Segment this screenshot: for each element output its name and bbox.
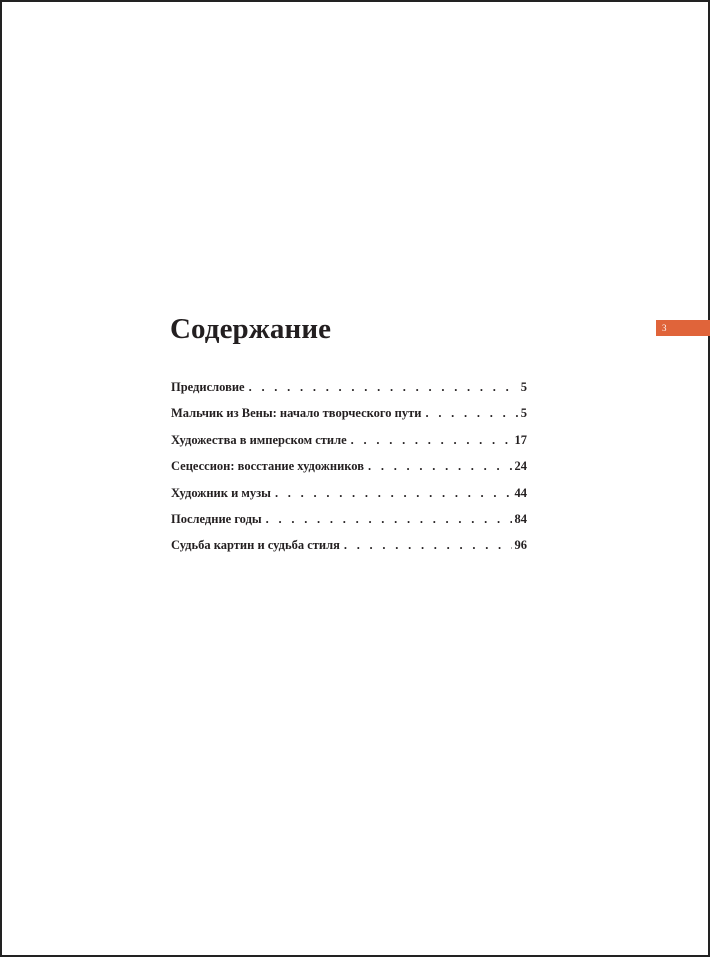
toc-dot-leader — [266, 512, 512, 527]
toc-dot-leader — [368, 459, 512, 474]
page-title: Содержание — [170, 313, 332, 345]
toc-entry-page: 44 — [514, 485, 527, 500]
toc-entry[interactable] — [171, 380, 527, 406]
toc-entry[interactable] — [171, 459, 527, 485]
toc-entry-page: 5 — [520, 380, 527, 394]
toc-entry-label: Мальчик из Вены: начало творческого пути — [171, 406, 422, 421]
toc-dot-leader — [344, 538, 512, 553]
toc-entry-label: Предисловие — [171, 380, 245, 394]
toc-dot-leader — [275, 486, 512, 501]
toc-dot-leader — [249, 380, 518, 395]
toc-entry[interactable] — [171, 512, 527, 538]
toc-dot-leader — [425, 406, 517, 421]
toc-entry-label: Художник и музы — [171, 485, 271, 500]
toc-entry-label: Судьба картин и судьба стиля — [171, 538, 340, 553]
toc-entry-page: 24 — [514, 459, 527, 474]
toc-entry-label: Последние годы — [171, 511, 262, 526]
toc-entry[interactable] — [171, 486, 527, 512]
toc-entry[interactable] — [171, 538, 527, 564]
toc-entry-page: 96 — [514, 538, 527, 553]
table-of-contents — [171, 380, 527, 565]
page-number-tab: 3 — [656, 320, 710, 336]
toc-entry-label: Художества в имперском стиле — [171, 432, 347, 447]
toc-entry-page: 84 — [514, 511, 527, 526]
toc-entry-page: 17 — [514, 432, 527, 447]
toc-entry[interactable] — [171, 406, 527, 432]
toc-entry-page: 5 — [520, 406, 527, 421]
toc-entry[interactable] — [171, 433, 527, 459]
toc-entry-label: Сецессион: восстание художников — [171, 459, 364, 474]
toc-dot-leader — [351, 433, 512, 448]
